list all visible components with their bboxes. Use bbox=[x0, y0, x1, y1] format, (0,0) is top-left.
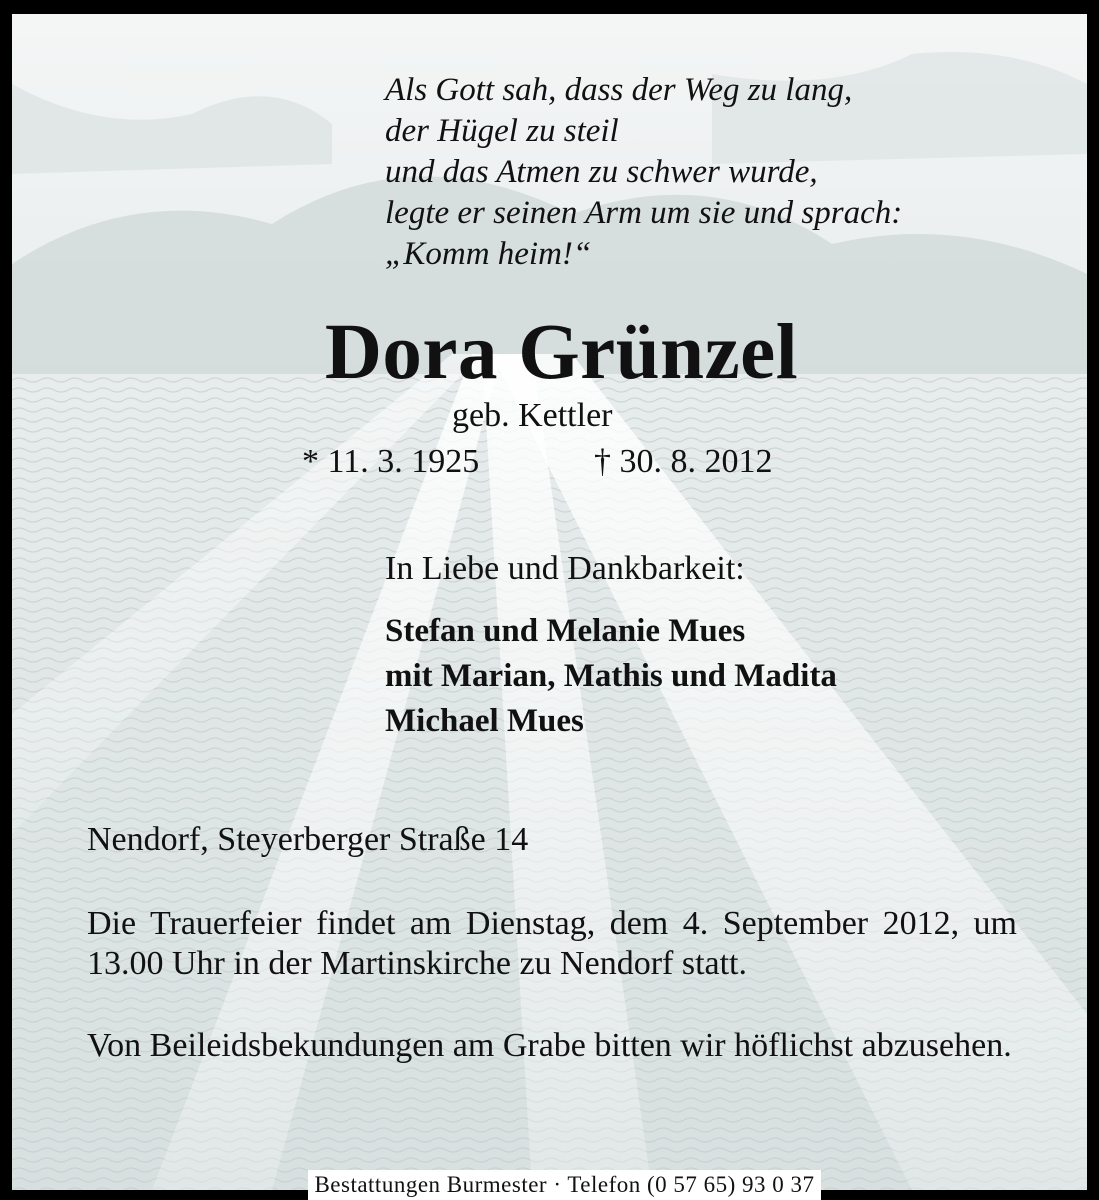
poem-line: der Hügel zu steil bbox=[385, 113, 619, 149]
deceased-name: Dora Grünzel bbox=[324, 309, 799, 396]
funeral-home-contact: Bestattungen Burmester · Telefon (0 57 65) 93 0 37 bbox=[308, 1170, 820, 1200]
mourner-line: Stefan und Melanie Mues bbox=[385, 613, 746, 649]
mourner-line: Michael Mues bbox=[385, 703, 584, 739]
birth-date: * 11. 3. 1925 bbox=[302, 443, 480, 480]
condolence-notice: Von Beileidsbekundungen am Grabe bitten wir höflichst abzusehen. bbox=[87, 1027, 1012, 1064]
death-date: † 30. 8. 2012 bbox=[594, 443, 773, 480]
mourners-intro: In Liebe und Dankbarkeit: bbox=[385, 550, 745, 587]
address: Nendorf, Steyerberger Straße 14 bbox=[87, 821, 529, 858]
footer bbox=[0, 1170, 1099, 1200]
mourner-line: mit Marian, Mathis und Madita bbox=[385, 658, 837, 694]
poem-line: „Komm heim!“ bbox=[385, 236, 592, 272]
poem-line: und das Atmen zu schwer wurde, bbox=[385, 154, 818, 190]
mourners-list bbox=[385, 609, 837, 744]
poem-line: Als Gott sah, dass der Weg zu lang, bbox=[385, 72, 853, 108]
poem-line: legte er seinen Arm um sie und sprach: bbox=[385, 195, 903, 231]
poem bbox=[385, 70, 1065, 275]
service-notice: Die Trauerfeier findet am Dienstag, dem 4. September 2012, um 13.00 Uhr in der Martinskirche zu Nendorf statt. bbox=[87, 905, 1017, 982]
birth-name: geb. Kettler bbox=[452, 397, 613, 434]
